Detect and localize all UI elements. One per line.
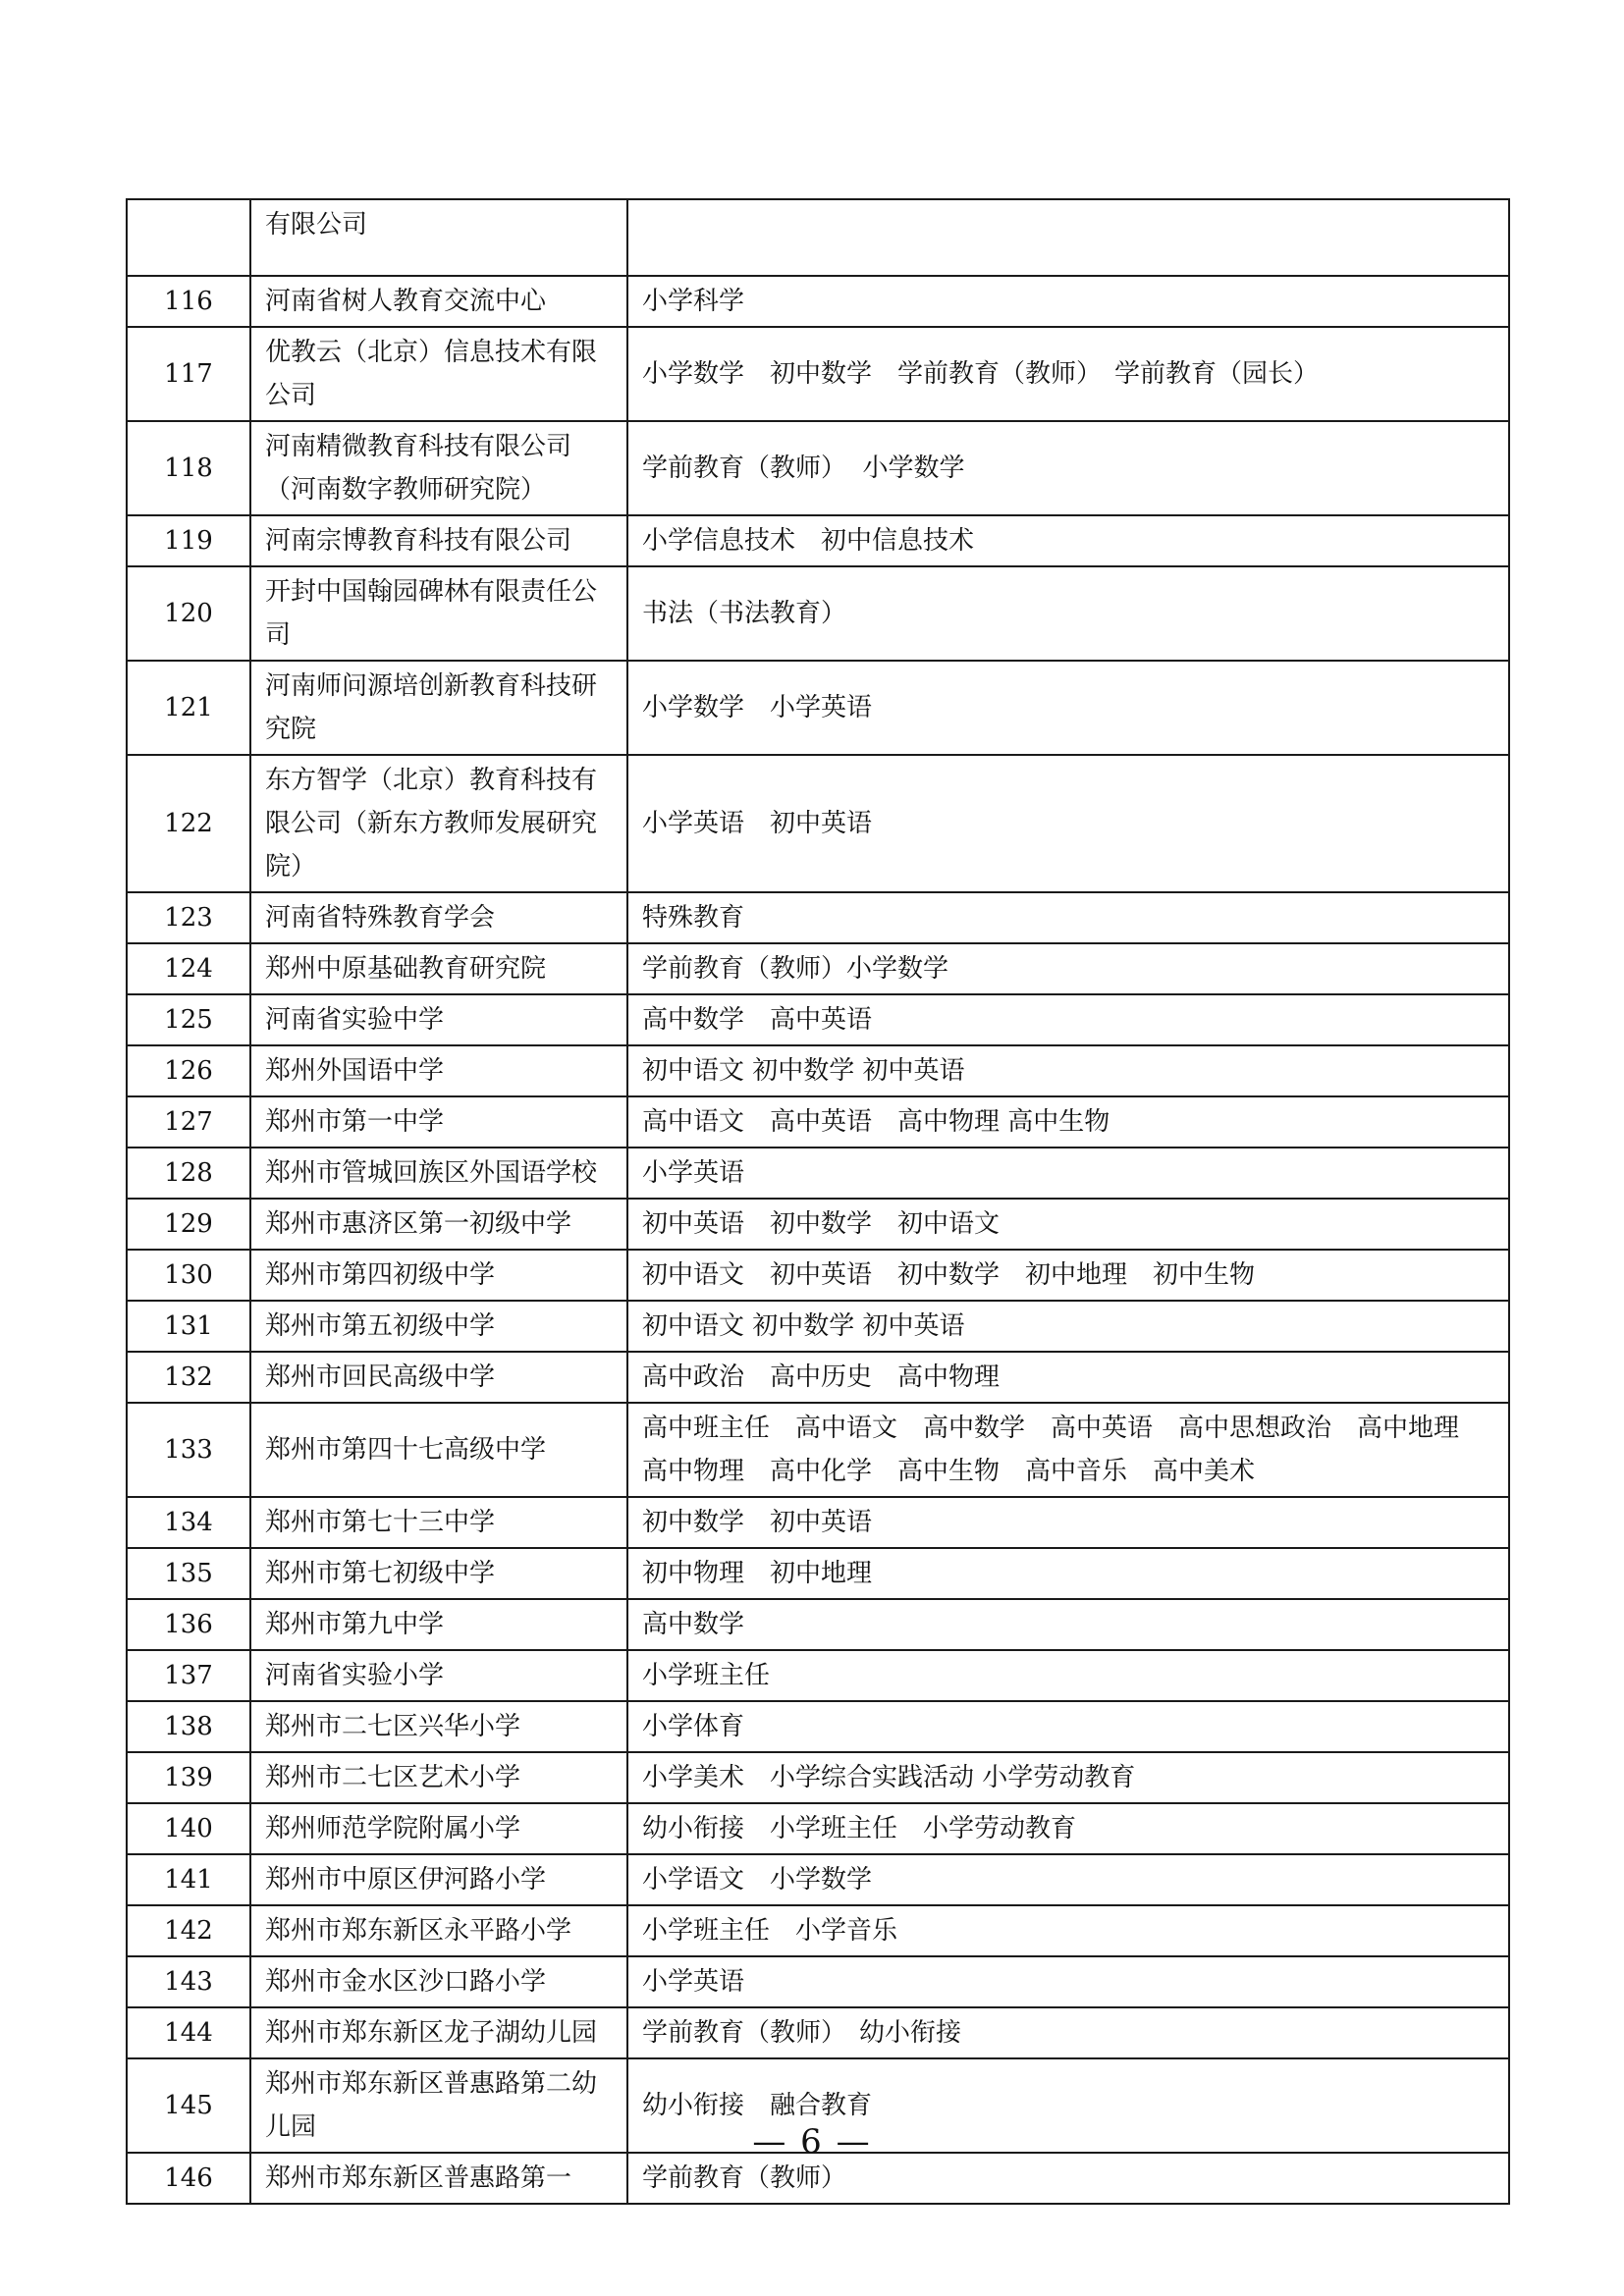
table-row [127,566,1509,661]
table-row [127,1548,1509,1599]
institution-name: 郑州市惠济区第一初级中学 [250,1199,627,1250]
institution-name: 郑州市第七十三中学 [250,1497,627,1548]
row-number: 144 [127,2007,250,2058]
subject-list: 小学科学 [627,276,1509,327]
row-number [127,199,250,276]
subject-list: 特殊教育 [627,892,1509,943]
table-row [127,1752,1509,1803]
table-row [127,1854,1509,1905]
table-row [127,892,1509,943]
subject-list: 初中英语 初中数学 初中语文 [627,1199,1509,1250]
subject-list: 书法（书法教育） [627,566,1509,661]
table-row [127,1956,1509,2007]
table-row [127,1650,1509,1701]
subject-list: 学前教育（教师） 幼小衔接 [627,2007,1509,2058]
subject-list: 高中数学 [627,1599,1509,1650]
row-number: 122 [127,755,250,892]
subject-list: 小学信息技术 初中信息技术 [627,515,1509,566]
subject-list: 初中数学 初中英语 [627,1497,1509,1548]
table-row [127,755,1509,892]
institution-name: 有限公司 [250,199,627,276]
institution-name: 郑州市第一中学 [250,1096,627,1148]
subject-list: 小学数学 初中数学 学前教育（教师） 学前教育（园长） [627,327,1509,421]
table-row [127,1096,1509,1148]
row-number: 132 [127,1352,250,1403]
row-number: 118 [127,421,250,515]
row-number: 128 [127,1148,250,1199]
institution-name: 郑州市第四初级中学 [250,1250,627,1301]
institution-name: 郑州市中原区伊河路小学 [250,1854,627,1905]
table-row [127,1045,1509,1096]
subject-list: 小学班主任 [627,1650,1509,1701]
institution-name: 河南省实验中学 [250,994,627,1045]
table-row [127,515,1509,566]
table-row [127,1403,1509,1497]
row-number: 142 [127,1905,250,1956]
row-number: 130 [127,1250,250,1301]
institution-name: 郑州市郑东新区永平路小学 [250,1905,627,1956]
row-number: 139 [127,1752,250,1803]
table-row-continuation [127,199,1509,276]
page-number: — 6 — [752,2122,872,2162]
row-number: 140 [127,1803,250,1854]
institution-name: 郑州市金水区沙口路小学 [250,1956,627,2007]
row-number: 119 [127,515,250,566]
subject-list: 初中语文 初中英语 初中数学 初中地理 初中生物 [627,1250,1509,1301]
subject-list: 高中政治 高中历史 高中物理 [627,1352,1509,1403]
table-row [127,327,1509,421]
table-row [127,421,1509,515]
subject-list: 高中班主任 高中语文 高中数学 高中英语 高中思想政治 高中地理 高中物理 高中化学 高中生物 高中音乐 高中美术 [627,1403,1509,1497]
institution-name: 郑州中原基础教育研究院 [250,943,627,994]
subject-list: 小学语文 小学数学 [627,1854,1509,1905]
row-number: 135 [127,1548,250,1599]
row-number: 145 [127,2058,250,2153]
institution-name: 郑州外国语中学 [250,1045,627,1096]
institution-name: 郑州市郑东新区普惠路第二幼儿园 [250,2058,627,2153]
table-row [127,1497,1509,1548]
institution-name: 河南精微教育科技有限公司（河南数字教师研究院） [250,421,627,515]
table-row [127,2007,1509,2058]
table-row [127,1599,1509,1650]
table-row [127,1301,1509,1352]
institution-name: 郑州市第九中学 [250,1599,627,1650]
row-number: 137 [127,1650,250,1701]
row-number: 143 [127,1956,250,2007]
table-body [127,199,1509,2204]
institution-name: 优教云（北京）信息技术有限公司 [250,327,627,421]
subject-list: 小学数学 小学英语 [627,661,1509,755]
institution-name: 郑州市郑东新区龙子湖幼儿园 [250,2007,627,2058]
subject-list: 小学班主任 小学音乐 [627,1905,1509,1956]
institution-name: 河南省树人教育交流中心 [250,276,627,327]
institution-name: 郑州市回民高级中学 [250,1352,627,1403]
subject-list: 初中物理 初中地理 [627,1548,1509,1599]
row-number: 134 [127,1497,250,1548]
institution-table [126,198,1510,2205]
institution-name: 河南宗博教育科技有限公司 [250,515,627,566]
table-row [127,661,1509,755]
institution-name: 郑州市第四十七高级中学 [250,1403,627,1497]
table-row [127,1701,1509,1752]
row-number: 120 [127,566,250,661]
subject-list: 小学英语 初中英语 [627,755,1509,892]
row-number: 136 [127,1599,250,1650]
row-number: 126 [127,1045,250,1096]
row-number: 131 [127,1301,250,1352]
institution-name: 郑州市二七区艺术小学 [250,1752,627,1803]
subject-list: 初中语文 初中数学 初中英语 [627,1045,1509,1096]
subject-list: 小学美术 小学综合实践活动 小学劳动教育 [627,1752,1509,1803]
institution-name: 郑州市二七区兴华小学 [250,1701,627,1752]
subject-list: 小学英语 [627,1956,1509,2007]
table-row [127,943,1509,994]
row-number: 133 [127,1403,250,1497]
row-number: 129 [127,1199,250,1250]
row-number: 123 [127,892,250,943]
institution-name: 东方智学（北京）教育科技有限公司（新东方教师发展研究院） [250,755,627,892]
row-number: 117 [127,327,250,421]
row-number: 124 [127,943,250,994]
subject-list: 幼小衔接 小学班主任 小学劳动教育 [627,1803,1509,1854]
institution-name: 郑州市第五初级中学 [250,1301,627,1352]
subject-list: 初中语文 初中数学 初中英语 [627,1301,1509,1352]
subject-list: 小学体育 [627,1701,1509,1752]
subject-list: 小学英语 [627,1148,1509,1199]
subject-list [627,199,1509,276]
table-row [127,1803,1509,1854]
subject-list: 高中数学 高中英语 [627,994,1509,1045]
table-row [127,1199,1509,1250]
institution-name: 郑州市管城回族区外国语学校 [250,1148,627,1199]
row-number: 146 [127,2153,250,2204]
table-row [127,1250,1509,1301]
subject-list: 高中语文 高中英语 高中物理 高中生物 [627,1096,1509,1148]
subject-list: 学前教育（教师） [627,2153,1509,2204]
institution-name: 郑州师范学院附属小学 [250,1803,627,1854]
institution-name: 开封中国翰园碑林有限责任公司 [250,566,627,661]
table-row [127,1352,1509,1403]
institution-name: 郑州市郑东新区普惠路第一 [250,2153,627,2204]
row-number: 138 [127,1701,250,1752]
table-row [127,994,1509,1045]
row-number: 127 [127,1096,250,1148]
table-row [127,276,1509,327]
row-number: 125 [127,994,250,1045]
subject-list: 幼小衔接 融合教育 [627,2058,1509,2153]
table-row [127,1148,1509,1199]
institution-name: 郑州市第七初级中学 [250,1548,627,1599]
subject-list: 学前教育（教师） 小学数学 [627,421,1509,515]
row-number: 141 [127,1854,250,1905]
institution-name: 河南师问源培创新教育科技研究院 [250,661,627,755]
table-row [127,1905,1509,1956]
institution-name: 河南省特殊教育学会 [250,892,627,943]
subject-list: 学前教育（教师）小学数学 [627,943,1509,994]
row-number: 121 [127,661,250,755]
institution-name: 河南省实验小学 [250,1650,627,1701]
row-number: 116 [127,276,250,327]
